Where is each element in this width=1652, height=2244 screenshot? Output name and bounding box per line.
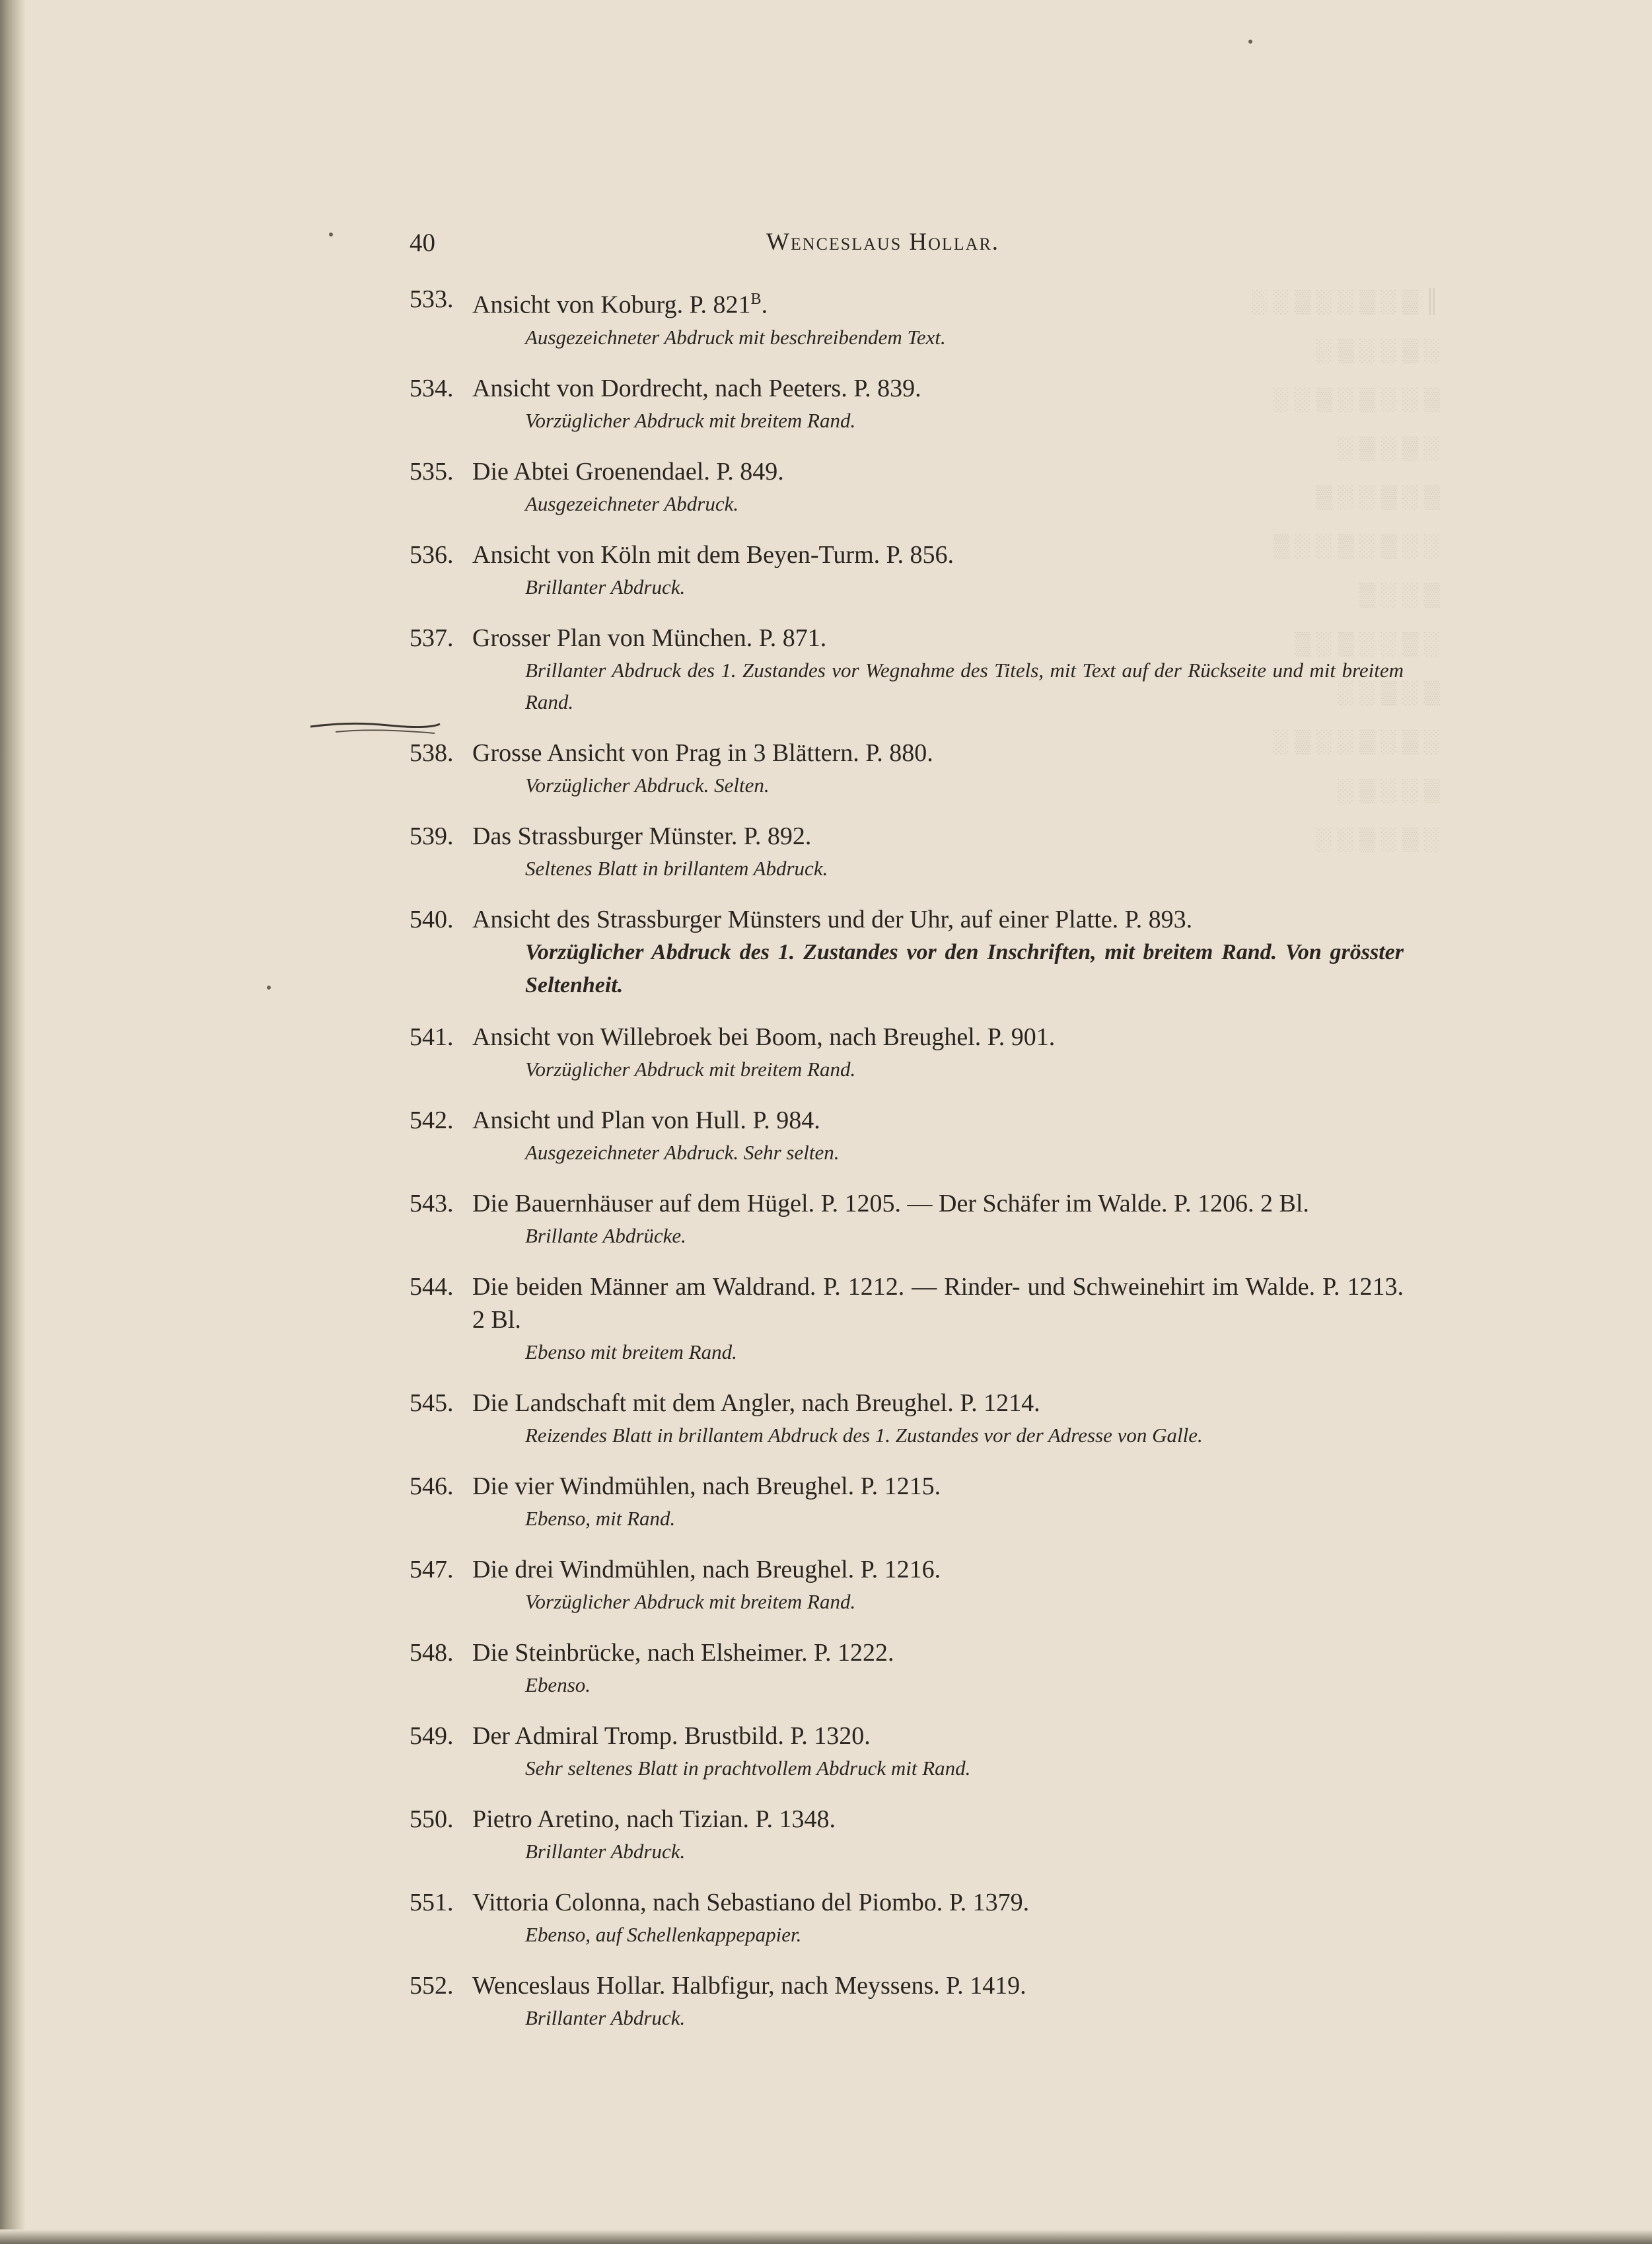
catalogue-entries xyxy=(410,283,1404,2052)
catalogue-entry xyxy=(410,1187,1404,1252)
entry-note: Brillanter Abdruck. xyxy=(525,1839,686,1863)
entry-title xyxy=(472,283,1404,322)
catalogue-entry xyxy=(410,1803,1404,1867)
catalogue-entry xyxy=(410,283,1404,353)
paper-speck xyxy=(267,986,271,990)
entry-note: Vorzüglicher Abdruck. Selten. xyxy=(525,773,770,797)
entry-note: Vorzüglicher Abdruck des 1. Zustandes vor den Inschriften, mit breitem Rand. Von grösster Seltenheit. xyxy=(525,939,1404,997)
entry-title: Wenceslaus Hollar. Halbfigur, nach Meyssens. P. 1419. xyxy=(472,1971,1026,2000)
entry-title: Ansicht von Willebroek bei Boom, nach Breughel. P. 901. xyxy=(472,1023,1056,1051)
catalogue-entry xyxy=(410,1969,1404,2034)
catalogue-entry xyxy=(410,1104,1404,1169)
entry-note: Ausgezeichneter Abdruck. xyxy=(525,491,739,515)
running-title: Wenceslaus Hollar. xyxy=(766,229,1000,256)
entry-number: 535. xyxy=(410,457,454,486)
catalogue-entry xyxy=(410,1719,1404,1784)
catalogue-entry xyxy=(410,1553,1404,1618)
entry-note: Ausgezeichneter Abdruck mit beschreibendem Text. xyxy=(525,325,946,349)
entry-title: Der Admiral Tromp. Brustbild. P. 1320. xyxy=(472,1721,871,1750)
entry-title: Vittoria Colonna, nach Sebastiano del Piombo. P. 1379. xyxy=(472,1888,1030,1916)
entry-number: 551. xyxy=(410,1888,454,1916)
catalogue-entry xyxy=(410,622,1404,718)
entry-note: Vorzüglicher Abdruck mit breitem Rand. xyxy=(525,1057,856,1081)
catalogue-entry xyxy=(410,1886,1404,1951)
page-edge-bottom xyxy=(0,2229,1652,2244)
entry-note: Sehr seltenes Blatt in prachtvollem Abdruck mit Rand. xyxy=(525,1756,971,1780)
entry-note: Ausgezeichneter Abdruck. Sehr selten. xyxy=(525,1140,840,1164)
page-edge xyxy=(0,0,25,2244)
catalogue-entry xyxy=(410,538,1404,603)
entry-note: Brillanter Abdruck. xyxy=(525,575,686,598)
entry-title: Ansicht und Plan von Hull. P. 984. xyxy=(472,1106,820,1134)
catalogue-entry xyxy=(410,820,1404,885)
entry-title: Die Landschaft mit dem Angler, nach Breughel. P. 1214. xyxy=(472,1389,1040,1417)
entry-title: Pietro Aretino, nach Tizian. P. 1348. xyxy=(472,1805,836,1833)
entry-number: 552. xyxy=(410,1971,454,2000)
entry-note: Ebenso, mit Rand. xyxy=(525,1506,676,1530)
entry-title: Das Strassburger Münster. P. 892. xyxy=(472,822,812,850)
catalogue-entry xyxy=(410,455,1404,520)
entry-title: Die beiden Männer am Waldrand. P. 1212. — Rinder- und Schweinehirt im Walde. P. 1213. 2 Bl. xyxy=(472,1272,1404,1334)
entry-title: Die Bauernhäuser auf dem Hügel. P. 1205. — Der Schäfer im Walde. P. 1206. 2 Bl. xyxy=(472,1189,1309,1217)
entry-number: 538. xyxy=(410,739,454,767)
entry-number: 536. xyxy=(410,540,454,569)
catalogue-entry xyxy=(410,372,1404,437)
entry-title-end: . xyxy=(761,291,768,319)
entry-title: Grosser Plan von München. P. 871. xyxy=(472,624,827,652)
entry-title: Die vier Windmühlen, nach Breughel. P. 1215. xyxy=(472,1472,941,1500)
entry-number: 546. xyxy=(410,1472,454,1500)
entry-title: Die Abtei Groenendael. P. 849. xyxy=(472,457,784,486)
entry-title-superscript: B xyxy=(750,291,762,308)
entry-note: Reizendes Blatt in brillantem Abdruck des 1. Zustandes vor der Adresse von Galle. xyxy=(525,1423,1203,1447)
show-through: ║ ▒ ░ ▒ ░ ░ ▒ ░ ░ ░ ▒ ░ ░ ▒ ░ ▒ ░ ░ ▒ ░ ▒ ░ ░ ░ ▒ ░ ▒ ░ ▒ ░ ▒ ░ ░ ▒ ░ ░ ▒ ░ ▒ ░ ░ ▒ ▒ ░ ░ ▒ ░ ▒ ░ ░ ▒ ░ ▒ ▒ ░ ▒ ░ ░ ░ ▒ ░ ▒ ░ ░ ▒ ░ ▒ ░ ░ ▒ ░ ░ ▒ ░ ▒ ░ ░ xyxy=(1252,289,1440,851)
entry-note: Brillanter Abdruck. xyxy=(525,2006,686,2029)
entry-number: 550. xyxy=(410,1805,454,1833)
entry-title: Grosse Ansicht von Prag in 3 Blättern. P. 880. xyxy=(472,739,933,767)
paper-speck xyxy=(1248,40,1252,44)
entry-number: 540. xyxy=(410,905,454,933)
entry-number: 543. xyxy=(410,1189,454,1217)
running-head xyxy=(410,228,1460,261)
catalogue-entry xyxy=(410,1021,1404,1085)
entry-number: 541. xyxy=(410,1023,454,1051)
entry-note: Ebenso mit breitem Rand. xyxy=(525,1340,737,1363)
entry-number: 534. xyxy=(410,374,454,402)
entry-note: Ebenso. xyxy=(525,1673,591,1696)
entry-number: 539. xyxy=(410,822,454,850)
entry-title: Die Steinbrücke, nach Elsheimer. P. 1222. xyxy=(472,1638,894,1667)
entry-number: 544. xyxy=(410,1272,454,1301)
catalogue-entry xyxy=(410,903,1404,1002)
entry-number: 537. xyxy=(410,624,454,652)
entry-note: Vorzüglicher Abdruck mit breitem Rand. xyxy=(525,1589,856,1613)
page-number: 40 xyxy=(410,229,435,257)
paper-speck xyxy=(329,233,333,236)
entry-number: 542. xyxy=(410,1106,454,1134)
entry-note: Vorzüglicher Abdruck mit breitem Rand. xyxy=(525,408,856,432)
entry-number: 548. xyxy=(410,1638,454,1667)
entry-title: Ansicht von Dordrecht, nach Peeters. P. 839. xyxy=(472,374,921,402)
entry-title: Die drei Windmühlen, nach Breughel. P. 1216. xyxy=(472,1555,941,1583)
catalogue-entry xyxy=(410,1636,1404,1701)
entry-title: Ansicht von Köln mit dem Beyen-Turm. P. 856. xyxy=(472,540,954,569)
catalogue-entry xyxy=(410,737,1404,801)
entry-number: 549. xyxy=(410,1721,454,1750)
entry-number: 545. xyxy=(410,1389,454,1417)
entry-title: Ansicht des Strassburger Münsters und der Uhr, auf einer Platte. P. 893. xyxy=(472,905,1193,933)
entry-note: Seltenes Blatt in brillantem Abdruck. xyxy=(525,856,828,880)
catalogue-entry xyxy=(410,1470,1404,1535)
entry-note: Brillante Abdrücke. xyxy=(525,1223,686,1247)
catalogue-entry xyxy=(410,1387,1404,1451)
entry-number: 547. xyxy=(410,1555,454,1583)
catalogue-entry xyxy=(410,1270,1404,1368)
entry-note: Ebenso, auf Schellenkappepapier. xyxy=(525,1922,802,1946)
entry-note: Brillanter Abdruck des 1. Zustandes vor Wegnahme des Titels, mit Text auf der Rückseite und mit breitem Rand. xyxy=(525,658,1404,713)
entry-number: 533. xyxy=(410,285,454,313)
entry-title-text: Ansicht von Koburg. P. 821 xyxy=(472,291,751,319)
